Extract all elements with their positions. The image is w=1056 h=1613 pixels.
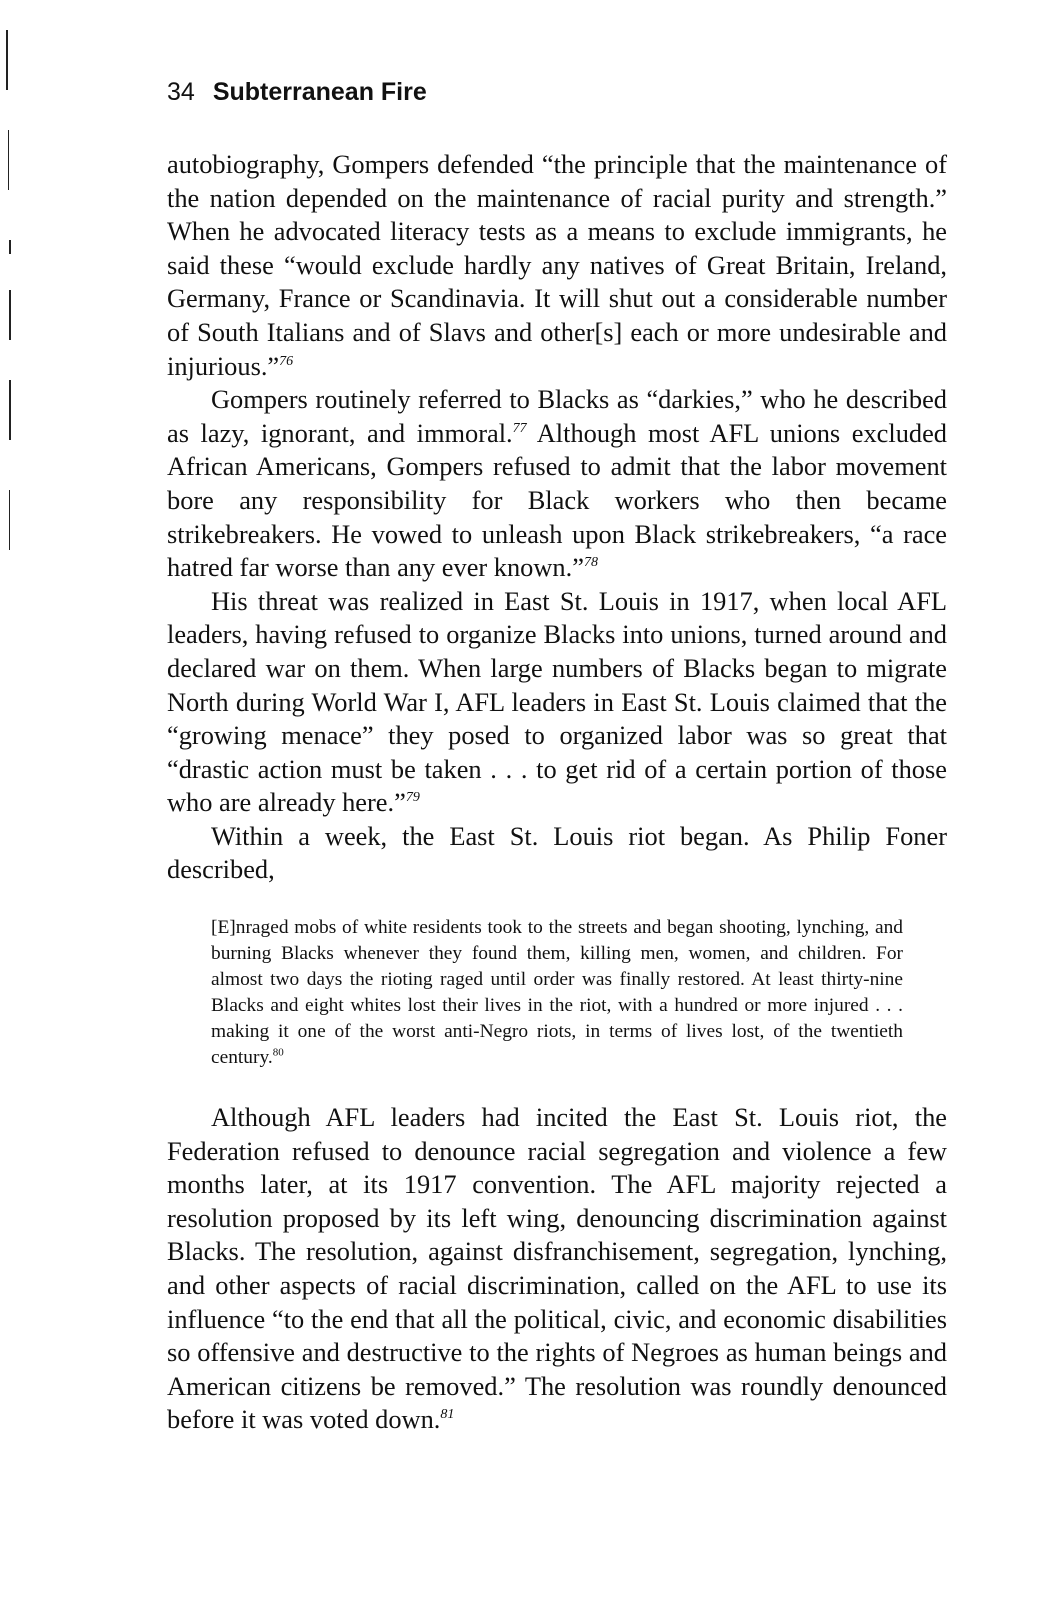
scan-artifact: [9, 380, 11, 440]
footnote-marker: 79: [405, 790, 420, 806]
paragraph-2: [167, 383, 947, 585]
paragraph-4: [167, 820, 947, 887]
paragraph-text: Gompers routinely referred to Blacks as “darkies,” who he described as lazy, ignorant, and immoral.: [167, 384, 947, 448]
paragraph-text: Although most AFL unions excluded African Americans, Gompers refused to admit that the labor movement bore any responsibility for Black workers who then became strikebreakers. He vowed to unleash upon Black strikebreakers, “a race hatred far worse than any ever known.”: [167, 417, 947, 583]
paragraph-5: [167, 1101, 947, 1437]
paragraph-text: autobiography, Gompers defended “the principle that the maintenance of the nation depended on the maintenance of racial purity and strength.” When he advocated literacy tests as a means to exclude immigrants, he said these “would exclude hardly any natives of Great Britain, Ireland, Germany, France or Scandinavia. It will shut out a considerable number of South Italians and of Slavs and other[s] each or more undesirable and injurious.”: [167, 149, 947, 381]
quote-text: [E]nraged mobs of white residents took to the streets and began shooting, lynching, and burning Blacks whenever they found them, killing men, women, and children. For almost two days the rioting raged until order was finally restored. At least thirty-nine Blacks and eight whites lost their lives in the riot, with a hundred or more injured . . . making it one of the worst anti-Negro riots, in terms of lives lost, of the twentieth century.: [211, 917, 903, 1069]
scan-artifact: [6, 30, 8, 90]
paragraph-text: Within a week, the East St. Louis riot began. As Philip Foner described,: [167, 820, 947, 885]
running-title: Subterranean Fire: [212, 78, 427, 106]
paragraph-text: His threat was realized in East St. Louis in 1917, when local AFL leaders, having refused to organize Blacks into unions, turned around and declared war on them. When large numbers of Blacks began to migrate North during World War I, AFL leaders in East St. Louis claimed that the “growing menace” they posed to organized labor was so great that “drastic action must be taken . . . to get rid of a certain portion of those who are already here.”: [167, 585, 947, 818]
footnote-marker: 77: [512, 420, 527, 436]
footnote-marker: 81: [440, 1407, 455, 1423]
paragraph-text: Although AFL leaders had incited the East St. Louis riot, the Federation refused to denounce racial segregation and violence a few months later, at its 1917 convention. The AFL majority rejected a resolution proposed by its left wing, denouncing discrimination against Blacks. The resolution, against disfranchisement, segregation, lynching, and other aspects of racial discrimination, called on the AFL to use its influence “to the end that all the political, civic, and economic disabilities so offensive and destructive to the rights of Negroes as human beings and American citizens be removed.” The resolution was roundly denounced before it was voted down.: [167, 1102, 947, 1435]
footnote-marker: 78: [583, 555, 598, 571]
footnote-marker: 80: [272, 1046, 284, 1059]
paragraph-3: [167, 585, 947, 820]
block-quote: [211, 915, 903, 1071]
scan-artifact: [9, 240, 11, 254]
footnote-marker: 76: [279, 353, 294, 369]
body-text: [167, 148, 947, 1437]
scan-artifact: [8, 130, 9, 190]
scan-artifact: [9, 490, 10, 550]
scan-artifact: [9, 290, 11, 340]
paragraph-1: [167, 148, 947, 383]
page-header: [167, 72, 947, 112]
page-number: 34: [167, 78, 195, 106]
